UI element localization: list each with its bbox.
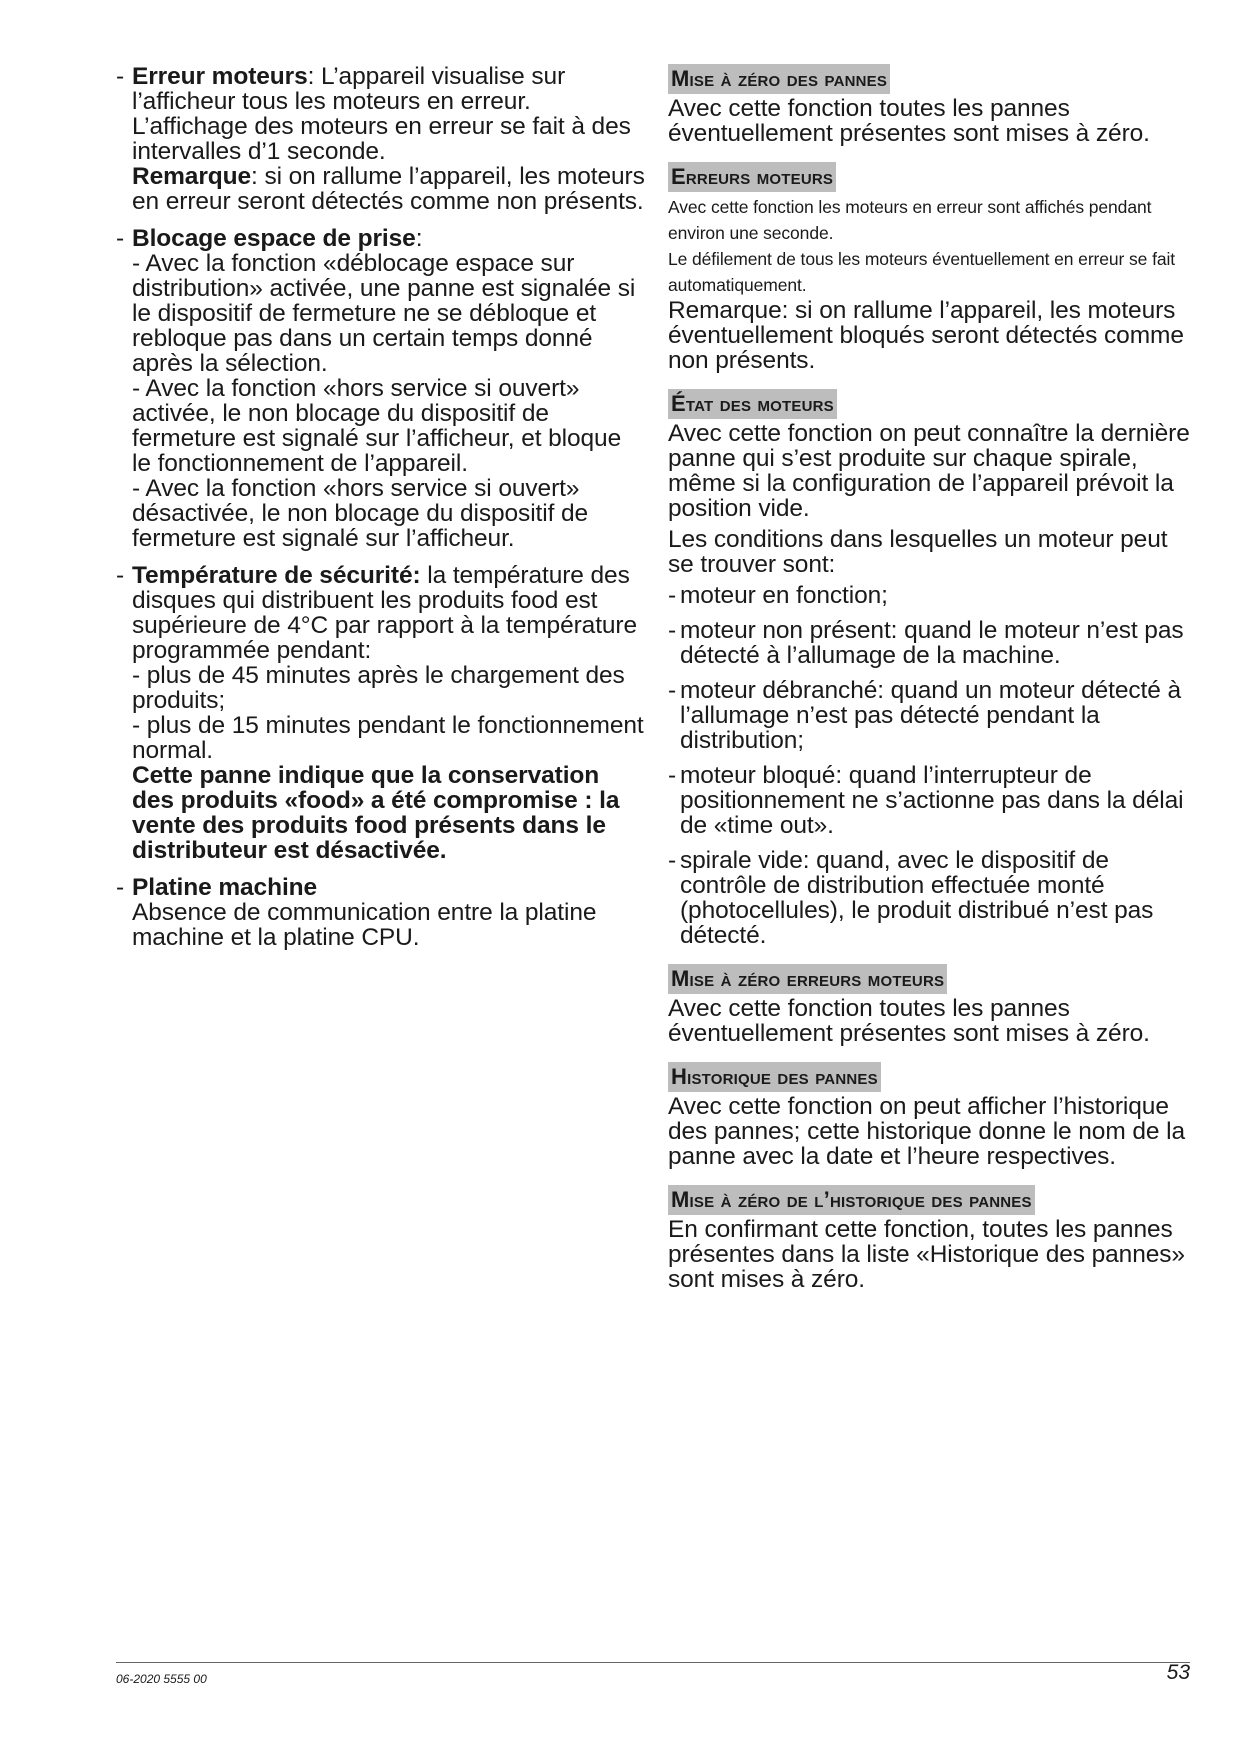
sub-line: - Avec la fonction «hors service si ouvert» activée, le non blocage du dispositif de fermeture est signalé sur l’afficheur, et bloque le fonctionnement de l’appareil. [132, 375, 622, 477]
item-erreur-moteurs [116, 64, 646, 214]
list-item [668, 763, 1190, 838]
bullet-dash: - [668, 677, 677, 704]
small-note: Le défilement de tous les moteurs éventuellement en erreur se fait automatiquement. [668, 249, 1176, 295]
section-body: Remarque: si on rallume l’appareil, les moteurs éventuellement bloqués seront détectés comme non présents. [668, 297, 1184, 374]
list-item [668, 618, 1190, 668]
item-title: Platine machine [132, 874, 318, 901]
list-item-text: moteur non présent: quand le moteur n’est pas détecté à l’allumage de la machine. [680, 617, 1184, 669]
sub-line: - Avec la fonction «hors service si ouvert» désactivée, le non blocage du dispositif de fermeture est signalé sur l’afficheur. [132, 475, 589, 552]
list-item [668, 848, 1190, 948]
bullet-dash: - [668, 847, 677, 874]
section-heading: Mise à zéro de l’historique des pannes [668, 1185, 1035, 1215]
sub-line: - plus de 45 minutes après le chargement des produits; [132, 662, 625, 714]
list-item [668, 678, 1190, 753]
section-body: Avec cette fonction toutes les pannes éventuellement présentes sont mises à zéro. [668, 995, 1150, 1047]
item-body: L’appareil visualise sur l’afficheur tous les moteurs en erreur. L’affichage des moteurs en erreur se fait à des intervalles d’1 seconde. [132, 63, 631, 165]
sub-line: - plus de 15 minutes pendant le fonctionnement normal. [132, 712, 644, 764]
footer-divider [116, 1662, 1190, 1663]
item-title: Erreur moteurs [132, 63, 308, 90]
item-temperature-securite [116, 563, 646, 863]
remark-body: : si on rallume l’appareil, les moteurs en erreur seront détectés comme non présents. [132, 163, 645, 215]
item-body: Absence de communication entre la platine machine et la platine CPU. [132, 899, 597, 951]
bullet-dash: - [116, 874, 125, 901]
list-item-text: moteur débranché: quand un moteur détecté à l’allumage n’est pas détecté pendant la distribution; [680, 677, 1182, 754]
item-paragraph [132, 64, 646, 164]
section-mise-a-zero-pannes [668, 64, 1190, 146]
list-item-text: moteur en fonction; [680, 582, 888, 609]
item-blocage-espace [116, 226, 646, 551]
bullet-dash: - [668, 582, 677, 609]
section-heading: Historique des pannes [668, 1062, 881, 1092]
section-heading: Mise à zéro des pannes [668, 64, 890, 94]
section-body: En confirmant cette fonction, toutes les pannes présentes dans la liste «Historique des pannes» sont mises à zéro. [668, 1216, 1185, 1293]
section-mise-a-zero-erreurs [668, 964, 1190, 1046]
item-intro: la température des disques qui distribuent les produits food est supérieure de 4°C par rapport à la température programmée pendant: [132, 562, 638, 664]
page-number: 53 [1166, 1661, 1190, 1684]
section-body: Les conditions dans lesquelles un moteur peut se trouver sont: [668, 526, 1168, 578]
section-heading: État des moteurs [668, 389, 837, 419]
document-code: 06-2020 5555 00 [116, 1672, 207, 1686]
section-mise-a-zero-historique [668, 1185, 1190, 1292]
warning-text: Cette panne indique que la conservation des produits «food» a été compromise : la vente des produits food présents dans le distributeur est désactivée. [132, 762, 620, 864]
title-separator: : [307, 63, 322, 90]
bullet-dash: - [116, 225, 125, 252]
section-heading: Erreurs moteurs [668, 162, 836, 192]
remark-label: Remarque [132, 163, 252, 190]
left-column [116, 64, 646, 962]
bullet-dash: - [116, 63, 125, 90]
bullet-dash: - [668, 762, 677, 789]
remark-paragraph [132, 164, 646, 214]
right-column [668, 64, 1190, 1308]
bullet-dash: - [116, 562, 125, 589]
motor-state-list [668, 583, 1190, 948]
title-separator: : [415, 225, 423, 252]
list-item-text: moteur bloqué: quand l’interrupteur de positionnement ne s’actionne pas dans la délai de «time out». [680, 762, 1184, 839]
item-title: Blocage espace de prise [132, 225, 416, 252]
list-item-text: spirale vide: quand, avec le dispositif de contrôle de distribution effectuée monté (photocellules), le produit distribué n’est pas détecté. [680, 847, 1154, 949]
section-etat-moteurs [668, 389, 1190, 948]
bullet-dash: - [668, 617, 677, 644]
section-historique-pannes [668, 1062, 1190, 1169]
item-paragraph [132, 563, 646, 663]
item-platine-machine [116, 875, 646, 950]
section-heading: Mise à zéro erreurs moteurs [668, 964, 947, 994]
section-erreurs-moteurs [668, 162, 1190, 373]
small-note: Avec cette fonction les moteurs en erreur sont affichés pendant environ une seconde. [668, 197, 1152, 243]
section-body: Avec cette fonction toutes les pannes éventuellement présentes sont mises à zéro. [668, 95, 1150, 147]
section-body: Avec cette fonction on peut connaître la dernière panne qui s’est produite sur chaque spirale, même si la configuration de l’appareil prévoit la position vide. [668, 420, 1190, 522]
item-title: Température de sécurité: [132, 562, 421, 589]
item-heading-line [132, 226, 646, 251]
list-item [668, 583, 1190, 608]
sub-line: - Avec la fonction «déblocage espace sur distribution» activée, une panne est signalée si le dispositif de fermeture ne se débloque et rebloque pas dans un certain temps donné après la sélection. [132, 250, 636, 377]
section-body: Avec cette fonction on peut afficher l’historique des pannes; cette historique donne le nom de la panne avec la date et l’heure respectives. [668, 1093, 1185, 1170]
